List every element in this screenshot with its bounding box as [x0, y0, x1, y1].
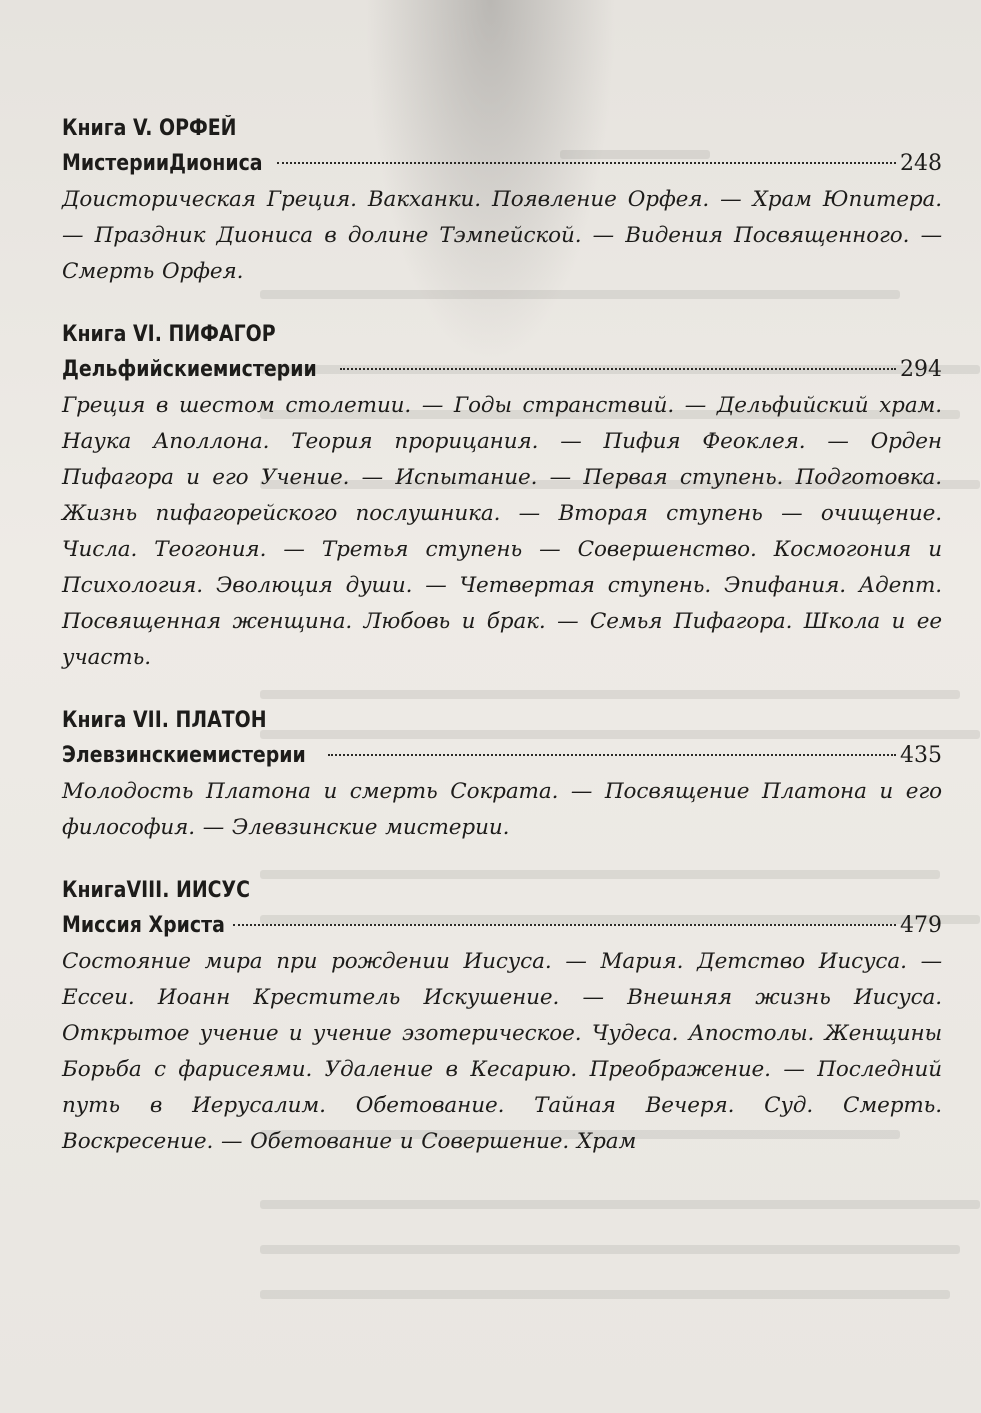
toc-section-book-7 [62, 704, 942, 846]
toc-section-book-5 [62, 112, 942, 290]
book-title: Книга VI. ПИФАГОР [62, 322, 276, 347]
chapter-description: Молодость Платона и смерть Сократа. — Посвящение Платона и его философия. — Элевзинские мистерии. [62, 779, 942, 840]
dot-leader [328, 754, 897, 756]
toc-entry[interactable] [62, 738, 942, 774]
chapter-description: Греция в шестом столетии. — Годы странствий. — Дельфийский храм. Наука Аполлона. Теория прорицания. — Пифия Феоклея. — Орден Пифагора и его Учение. — Испытание. — Первая ступень. Подготовка. Жизнь пифагорейского послушника. — Вторая ступень — очищение. Числа. Теогония. — Третья ступень — Совершенство. Космогония и Психология. Эволюция души. — Четвертая ступень. Эпифания. Адепт. Посвященная женщина. Любовь и брак. — Семья Пифагора. Школа и ее участь. [62, 393, 942, 670]
chapter-description: Состояние мира при рождении Иисуса. — Мария. Детство Иисуса. — Ессеи. Иоанн Креститель Искушение. — Внешняя жизнь Иисуса. Открытое учение и учение эзотерическое. Чудеса. Апостолы. Женщины Борьба с фарисеями. Удаление в Кесарию. Преображение. — Последний путь в Иерусалим. Обетование. Тайная Вечеря. Суд. Смерть. Воскресение. — Обетование и Совершение. Храм [62, 949, 942, 1154]
dot-leader [277, 162, 896, 164]
page-number: 248 [900, 151, 942, 176]
book-title: Книга VII. ПЛАТОН [62, 708, 267, 733]
book-title: КнигаVIII. ИИСУС [62, 878, 251, 903]
page-number: 435 [900, 743, 942, 768]
chapter-title: Миссия Христа [62, 913, 225, 938]
chapter-title: Дельфийскиемистерии [62, 357, 317, 382]
page-number: 294 [900, 357, 942, 382]
dot-leader [340, 368, 896, 370]
dot-leader [233, 924, 896, 926]
toc-entry[interactable] [62, 352, 942, 388]
chapter-description: Доисторическая Греция. Вакханки. Появление Орфея. — Храм Юпитера. — Праздник Диониса в долине Тэмпейской. — Видения Посвященного. — Смерть Орфея. [62, 187, 942, 284]
toc-section-book-6 [62, 318, 942, 676]
chapter-title: Элевзинскиемистерии [62, 743, 306, 768]
page-number: 479 [900, 913, 942, 938]
table-of-contents [62, 112, 942, 1188]
book-title: Книга V. ОРФЕЙ [62, 116, 237, 141]
chapter-title: МистерииДиониса [62, 151, 263, 176]
toc-entry[interactable] [62, 146, 942, 182]
toc-entry[interactable] [62, 908, 942, 944]
toc-section-book-8 [62, 874, 942, 1160]
